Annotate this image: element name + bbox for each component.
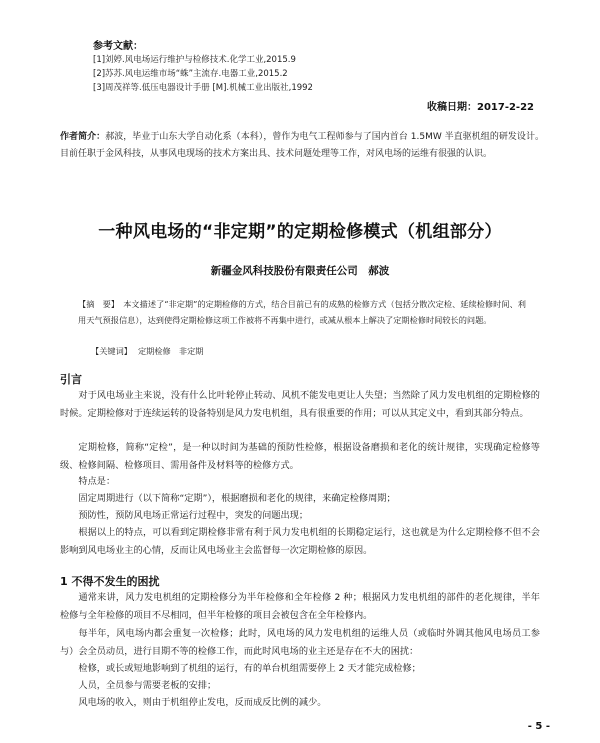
paragraph: 预防性，预防风电场正常运行过程中，突发的问题出现；	[78, 510, 309, 521]
paragraph: 根据以上的特点，可以看到定期检修非常有利于风力发电机组的长期稳定运行，这也就是为什么定期检修不但不会影响到风电场业主的心情，反而让风电场业主会监督每一次定期检修的原因。	[60, 527, 540, 556]
paragraph: 风电场的收入，则由于机组停止发电，反而成反比例的减少。	[78, 697, 327, 708]
paragraph: 特点是：	[78, 476, 116, 487]
abstract-label: 【摘 要】	[78, 299, 115, 309]
paragraph: 定期检修，简称“定检”，是一种以时间为基础的预防性检修，根据设备磨损和老化的统计规律，实现确定检修等级、检修间隔、检修项目、需用备件及材料等的检修方式。	[60, 442, 540, 471]
paragraph: 固定周期进行（以下简称“定期”），根据磨损和老化的规律，来确定检修周期；	[78, 493, 396, 504]
author-introduction	[60, 129, 544, 163]
paragraph: 人员，全员参与需要老板的安排；	[78, 680, 217, 691]
reference-item: [1]刘婷.风电场运行维护与检修技术.化学工业,2015.9	[93, 55, 296, 65]
abstract-text: 本文描述了“非定期”的定期检修的方式，结合目前已有的成熟的检修方式（包括分散次定检、延续检修时间、利用天气预报信息），达到使得定期检修这项工作被将不再集中进行，或减从根本上解决了定期检修时间较长的问题。	[78, 299, 526, 325]
page-number: - 5 -	[527, 721, 550, 732]
author-byline: 新疆金风科技股份有限责任公司 郝波	[210, 265, 390, 277]
abstract	[78, 296, 526, 328]
section-heading-intro: 引言	[60, 373, 82, 386]
section-heading-1: 1 不得不发生的困扰	[60, 575, 160, 588]
paragraph: 通常来讲，风力发电机组的定期检修分为半年检修和全年检修 2 种；根据风力发电机组的部件的老化规律，半年检修与全年检修的项目不尽相同，但半年检修的项目会被包含在全年检修内。	[60, 592, 540, 621]
paragraph: 检修，或长或短地影响到了机组的运行，有的单台机组需要停上 2 天才能完成检修；	[78, 663, 421, 674]
author-intro-label: 作者简介：	[60, 132, 106, 142]
paragraph: 对于风电场业主来说，没有什么比叶轮停止转动、风机不能发电更让人失望；当然除了风力发电机组的定期检修的时候。定期检修对于连续运转的设备特别是风力发电机组，具有很重要的作用；可以从其定义中，看到其部分特点。	[60, 390, 540, 419]
author-intro-text: 郝波，毕业于山东大学自动化系（本科），曾作为电气工程师参与了国内首台 1.5MW 半直驱机组的研发设计。目前任职于金风科技，从事风电现场的技术方案出具、技术问题处理等工作，对风电场的运维有很强的认识。	[60, 132, 544, 159]
keywords-label: 【关键词】	[91, 346, 132, 356]
reference-item: [3]周茂祥等.低压电器设计手册 [M].机械工业出版社,1992	[93, 83, 313, 93]
reference-item: [2]苏苏.风电运维市场“蛛”主流存.电器工业,2015.2	[93, 69, 288, 79]
references-title: 参考文献：	[93, 41, 143, 52]
paragraph: 每半年，风电场内都会重复一次检修；此时，风电场的风力发电机组的运维人员（或临时外调其他风电场员工参与）会全员动员，进行目期不等的检修工作，而此时风电场的业主还是存在不大的困扰：	[60, 628, 540, 657]
keywords	[91, 346, 203, 357]
received-date: 收稿日期：2017-2-22	[426, 102, 534, 113]
keywords-text: 定期检修 非定期	[137, 346, 204, 356]
paper-title: 一种风电场的“非定期”的定期检修模式（机组部分）	[98, 222, 502, 242]
